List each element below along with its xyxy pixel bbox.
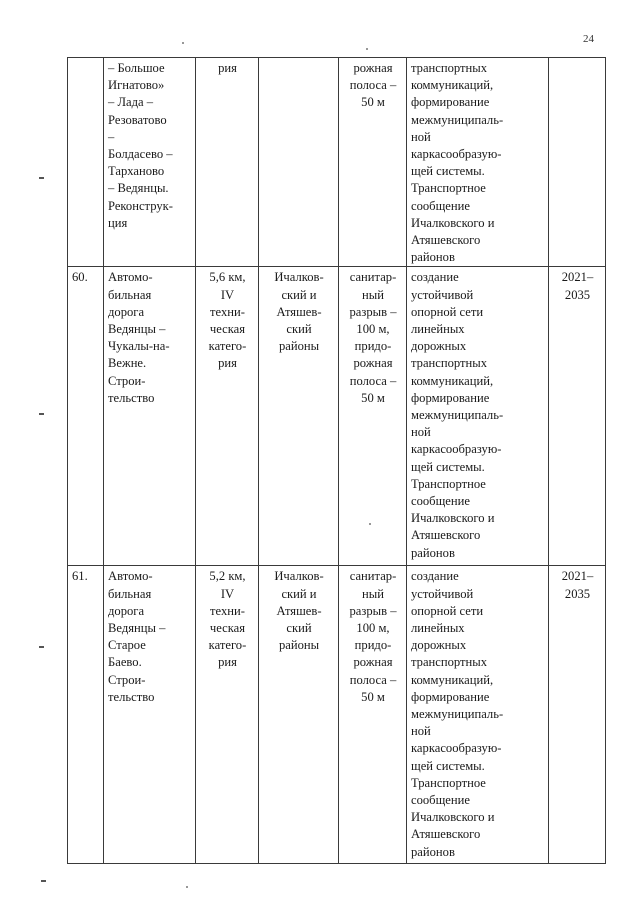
cell-text-line: рожная [353,655,393,670]
table-row [68,58,606,267]
cell-text-line: 2021– [561,569,594,584]
cell-text-line: межмуниципаль- [411,112,504,127]
cell-text-line: транспортных [411,61,488,75]
cell-text-line: 2021– [561,270,594,285]
cell-text-line: Тарханово [108,164,165,179]
cell-text-line: коммуникаций, [411,373,494,388]
cell-goal [407,566,549,864]
scan-dot [369,523,371,525]
cell-text-line: районы [278,638,320,653]
cell-text-line: ский [286,322,312,337]
cell-text-line: тельство [108,689,155,704]
cell-text-line: – [108,129,115,144]
cell-number [68,566,104,864]
cell-text-line: Строи- [108,373,146,388]
cell-text-line: бильная [108,586,152,601]
cell-text-line: ский и [281,287,317,302]
cell-text-line: Атяшев- [276,304,322,319]
cell-text-line: техни- [210,304,245,319]
cell-text-line: щей системы. [411,758,485,773]
cell-text-line: устойчивой [411,586,474,601]
table-body [68,58,606,864]
cell-text-line: – Лада – [108,95,154,110]
cell-text-line: Транспортное [411,476,486,491]
cell-text-line: полоса – [349,672,397,687]
cell-protection-zone [339,566,407,864]
cell-text-line: Атяшевского [411,528,481,543]
cell-text-line: дорожных [411,339,467,354]
cell-text-line: устойчивой [411,287,474,302]
cell-text-line: Вежне. [108,356,147,371]
cell-text-line: районы [278,339,320,354]
cell-parameters [196,566,259,864]
cell-text-line: Ведянцы – [108,621,166,636]
cell-text-line: транспортных [411,356,488,371]
cell-text-line: сообщение [411,198,470,213]
cell-text-line: IV [220,586,235,601]
cell-text-line: тельство [108,390,155,405]
cell-text-line: опорной сети [411,304,484,319]
scan-dot [182,42,184,44]
cell-text-line: – Ведянцы. [108,181,169,196]
cell-text-line: ский [286,621,312,636]
cell-text-line: Атяшевского [411,233,481,248]
cell-text-line: линейных [411,621,465,636]
cell-text-line: разрыв – [349,304,397,319]
cell-text-line: Транспортное [411,181,486,196]
road-construction-table [67,57,606,864]
cell-parameters [196,267,259,566]
cell-text-line: ный [362,287,384,302]
cell-text-line: 5,6 км, [209,270,246,285]
cell-text-line: техни- [210,603,245,618]
cell-text-line: рожная [353,356,393,371]
cell-text-line: районов [411,250,455,265]
cell-text-line: ной [411,425,431,440]
scan-mark [39,413,44,415]
cell-text-line: межмуниципаль- [411,707,504,722]
cell-text-line: дорога [108,603,145,618]
cell-text-line: Атяшев- [276,603,322,618]
cell-text-line: катего- [208,339,247,354]
cell-text-line: – Большое [108,61,165,75]
cell-districts [259,267,339,566]
cell-text-line: ческая [209,621,246,636]
cell-text-line: полоса – [349,78,397,93]
cell-text-line: 2035 [564,287,591,302]
cell-object-name [104,566,196,864]
cell-text-line: ный [362,586,384,601]
cell-text-line: 2035 [564,586,591,601]
scan-mark [39,646,44,648]
cell-text-line: Автомо- [108,569,153,584]
scan-mark [39,177,44,179]
cell-text-line: придо- [354,638,392,653]
cell-text-line: формирование [411,95,490,110]
page-number: 24 [583,33,594,45]
cell-text-line: районов [411,545,455,560]
cell-text-line: 5,2 км, [209,569,246,584]
cell-text-line: формирование [411,390,490,405]
cell-text-line: санитар- [349,569,397,584]
cell-protection-zone [339,267,407,566]
cell-text-line: дорога [108,304,145,319]
cell-text-line: Игнатово» [108,78,165,93]
cell-number [68,58,104,267]
cell-text-line: межмуниципаль- [411,408,504,423]
cell-text-line: каркасообразую- [411,147,502,162]
cell-text-line: линейных [411,322,465,337]
cell-text-line: катего- [208,638,247,653]
cell-text-line: Реконструк- [108,198,173,213]
cell-period [549,267,606,566]
cell-text-line: создание [411,270,459,285]
cell-object-name [104,58,196,267]
cell-goal [407,267,549,566]
cell-text-line: щей системы. [411,164,485,179]
cell-text-line: ной [411,724,431,739]
cell-text-line: Чукалы-на- [108,339,170,354]
cell-text-line: Строи- [108,672,146,687]
cell-text-line: рия [218,655,237,670]
cell-text-line: 100 м, [356,621,390,636]
cell-text-line: Ичалковского и [411,511,495,526]
cell-text-line: 50 м [361,689,385,704]
cell-text-line: Транспортное [411,775,486,790]
cell-text-line: каркасообразую- [411,442,502,457]
cell-districts [259,566,339,864]
cell-text-line: Резоватово [108,112,167,127]
scan-mark [41,880,46,882]
cell-text-line: Ичалков- [274,270,324,285]
cell-text-line: придо- [354,339,392,354]
row-number: 60. [72,270,88,285]
cell-text-line: сообщение [411,494,470,509]
cell-text-line: каркасообразую- [411,741,502,756]
cell-text-line: ной [411,129,431,144]
cell-text-line: 50 м [361,95,385,110]
cell-text-line: Старое [108,638,146,653]
cell-text-line: IV [220,287,235,302]
cell-text-line: Ичалковского и [411,215,495,230]
cell-text-line: Автомо- [108,270,153,285]
cell-text-line: сообщение [411,793,470,808]
cell-text-line: формирование [411,689,490,704]
cell-text-line: Ведянцы – [108,322,166,337]
cell-text-line: коммуникаций, [411,672,494,687]
cell-text-line: дорожных [411,638,467,653]
cell-text-line: санитар- [349,270,397,285]
cell-text-line: Баево. [108,655,142,670]
cell-text-line: бильная [108,287,152,302]
cell-text-line: ский и [281,586,317,601]
cell-object-name [104,267,196,566]
cell-text-line: рия [218,61,237,75]
cell-text-line: рожная [353,61,393,75]
cell-text-line: Болдасево – [108,147,173,162]
row-number: 61. [72,569,88,584]
cell-period [549,58,606,267]
cell-text-line: транспортных [411,655,488,670]
scan-dot [186,886,188,888]
table-row [68,267,606,566]
cell-text-line: Атяшевского [411,827,481,842]
cell-text-line: 100 м, [356,322,390,337]
scan-dot [366,48,368,50]
cell-text-line: районов [411,844,455,859]
cell-text-line: щей системы. [411,459,485,474]
cell-text-line: Ичалковского и [411,810,495,825]
cell-period [549,566,606,864]
cell-text-line: ческая [209,322,246,337]
cell-text-line: рия [218,356,237,371]
cell-parameters [196,58,259,267]
cell-goal [407,58,549,267]
cell-text-line: опорной сети [411,603,484,618]
cell-number [68,267,104,566]
cell-districts [259,58,339,267]
cell-text-line: ция [108,215,128,230]
cell-text-line: 50 м [361,390,385,405]
cell-protection-zone [339,58,407,267]
cell-text-line: Ичалков- [274,569,324,584]
cell-text-line: разрыв – [349,603,397,618]
cell-text-line: полоса – [349,373,397,388]
cell-text-line: коммуникаций, [411,78,494,93]
table-row [68,566,606,864]
cell-text-line: создание [411,569,459,584]
